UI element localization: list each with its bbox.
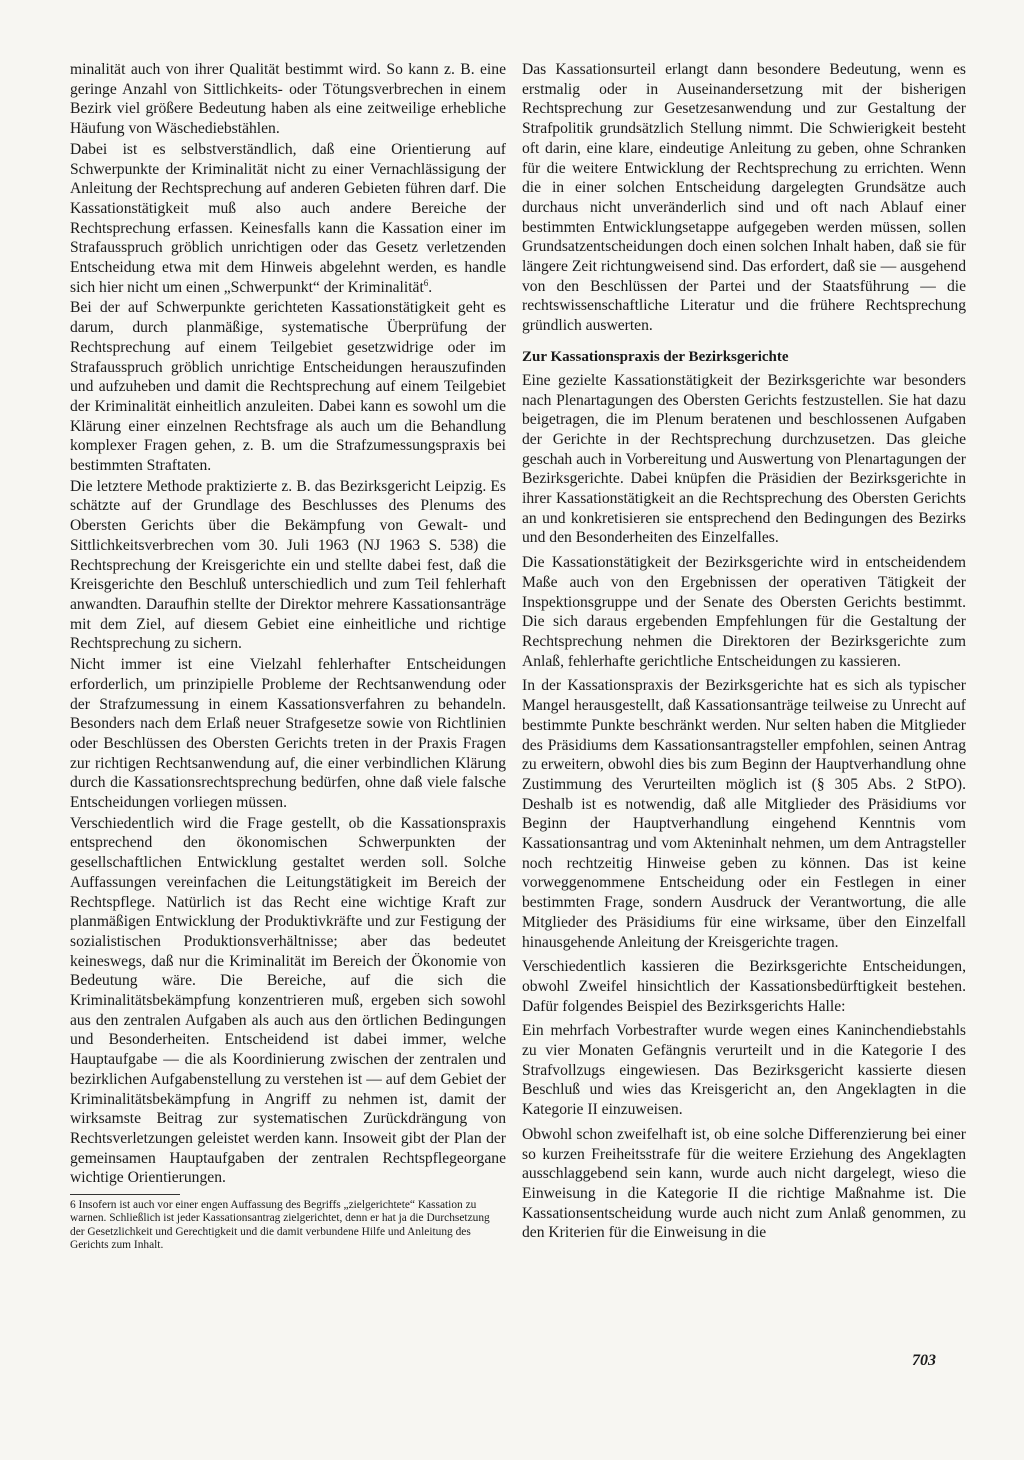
right-column (522, 60, 966, 1248)
paragraph: Bei der auf Schwerpunkte gerichteten Kassationstätigkeit geht es darum, durch planmäßige, systematische Überprüfung der Rechtsprechung auf einem Teilgebiet gesetzwidrige oder im Strafausspruch gröblich unrichtige Entscheidungen herauszufinden und aufzuheben und damit die Rechtsprechung auf einem Teilgebiet der Kriminalität einheitlich anzuleiten. Dabei kann es sowohl um die Klärung einer einzelnen Rechtsfrage als auch um die Behandlung komplexer Fragen gehen, z. B. um die Strafzumessungspraxis bei bestimmten Straftaten. (70, 299, 506, 475)
paragraph: Ein mehrfach Vorbestrafter wurde wegen eines Kaninchendiebstahls zu vier Monaten Gefängnis verurteilt und in die Kategorie I des Strafvollzugs eingewiesen. Das Bezirksgericht kassierte diesen Beschluß und wies das Kreisgericht an, den Angeklagten in die Kategorie II einzuweisen. (522, 1022, 966, 1119)
paragraph: Die Kassationstätigkeit der Bezirksgerichte wird in entscheidendem Maße auch von den Ergebnissen der operativen Tätigkeit der Inspektionsgruppe und der Senate des Obersten Gerichts bestimmt. Die sich daraus ergebenden Empfehlungen für die Gestaltung der Rechtsprechung nehmen die Direktoren der Bezirksgerichte zum Anlaß, fehlerhafte gerichtliche Entscheidungen zu kassieren. (522, 554, 966, 670)
paragraph: Obwohl schon zweifelhaft ist, ob eine solche Differenzierung bei einer so kurzen Freiheitsstrafe für die weitere Erziehung des Angeklagten ausschlaggebend sein kann, wurde auch nicht dargelegt, wieso die Einweisung in die Kategorie II die richtige Maßnahme ist. Die Kassationsentscheidung wurde auch nicht zum Anlaß genommen, zu den Kriterien für die Einweisung in die (522, 1125, 966, 1242)
paragraph: Eine gezielte Kassationstätigkeit der Bezirksgerichte war besonders nach Plenartagungen des Obersten Gerichts festzustellen. Sie hat dazu beigetragen, die im Plenum beratenen und beschlossenen Aufgaben der Gerichte in der Rechtsprechung durchzusetzen. Das gleiche geschah auch in Vorbereitung und Auswertung von Plenartagungen der Bezirksgerichte. Dabei knüpfen die Präsidien der Bezirksgerichte in ihrer Kassationstätigkeit an die Rechtsprechung des Obersten Gerichts an und konkretisieren sie entsprechend den Bedingungen des Bezirks und den Besonderheiten des Einzelfalles. (522, 371, 966, 547)
footnote-divider (70, 1194, 180, 1195)
paragraph: Das Kassationsurteil erlangt dann besondere Bedeutung, wenn es erstmalig oder in Auseinandersetzung mit der bisherigen Rechtsprechung zur Gesetzesanwendung und zur Gestaltung der Strafpolitik grundsätzlich Stellung nimmt. Die Schwierigkeit besteht oft darin, eine klare, eindeutige Anleitung zu geben, ohne Schranken für die weitere Entwicklung der Rechtsprechung zu errichten. Wenn die in einer solchen Entscheidung dargelegten Grundsätze auch durchaus nicht unveränderlich sind und oft nach Ablauf einer bestimmten Entwicklungsetappe aufgegeben werden müssen, sollen Grundsatzentscheidungen doch einen solchen Inhalt haben, daß sie für längere Zeit richtungweisend sind. Das erfordert, daß sie — ausgehend von den Beschlüssen der Partei und der Staatsführung — die rechtswissenschaftliche Literatur und die frühere Rechtsprechung gründlich auswerten. (522, 61, 966, 335)
footnote-marker: 6 (423, 277, 429, 288)
paragraph: In der Kassationspraxis der Bezirksgerichte hat es sich als typischer Mangel herausgestellt, daß Kassationsanträge teilweise zu Unrecht auf bestimmte Punkte beschränkt werden. Nur selten haben die Mitglieder des Präsidiums dem Kassationsantragsteller empfohlen, seinen Antrag zu erweitern, obwohl dies bis zum Beginn der Hauptverhandlung ohne Zustimmung des Verurteilten möglich ist (§ 305 Abs. 2 StPO). Deshalb ist es notwendig, daß alle Mitglieder des Präsidiums vor Beginn der Hauptverhandlung eingehend Kenntnis vom Kassationsantrag und vom Akteninhalt nehmen, um dem Antragsteller noch rechtzeitig Hinweise geben zu können. Das ist keine vorweggenommene Entscheidung oder ein Festlegen in einer bestimmten Frage, sondern Ausdruck der Verantwortung, die alle Mitglieder des Präsidiums für eine wirksame, über den Einzelfall hinausgehende Anleitung der Kreisgerichte tragen. (522, 677, 966, 951)
footnote: 6 Insofern ist auch vor einer engen Auffassung des Begriffs „zielgerichtete“ Kassation zu warnen. Schließlich ist jeder Kassationsantrag zielgerichtet, denn er hat ja die Durchsetzung der Gesetzlichkeit und Gerechtigkeit und die damit verbundene Hilfe und Anleitung des Gerichts zum Inhalt. (70, 1199, 490, 1252)
paragraph: Die letztere Methode praktizierte z. B. das Bezirksgericht Leipzig. Es schätzte auf der Grundlage des Beschlusses des Plenums des Obersten Gerichts über die Bekämpfung von Gewalt- und Sittlichkeitsverbrechen vom 30. Juli 1963 (NJ 1963 S. 538) die Rechtsprechung der Kreisgerichte ein und stellte dabei fest, daß die Kreisgerichte den Beschluß unterschiedlich und zum Teil fehlerhaft anwandten. Daraufhin stellte der Direktor mehrere Kassationsanträge mit dem Ziel, auf diesem Gebiet eine einheitliche und richtige Rechtsprechung zu sichern. (70, 477, 506, 653)
paragraph: Dabei ist es selbstverständlich, daß eine Orientierung auf Schwerpunkte der Kriminalität nicht zu einer Vernachlässigung der Anleitung der Rechtsprechung auf anderen Gebieten führen darf. Die Kassationstätigkeit muß also auch andere Bereiche der Rechtsprechung erfassen. Keinesfalls kann die Kassation einer im Strafausspruch gröblich unrichtigen oder das Gesetz verletzenden Entscheidung etwa mit dem Hinweis abgelehnt werden, es handle sich hier nicht um einen „Schwerpunkt“ der Kriminalität$^6$. (70, 140, 506, 296)
paragraph-text: Dabei ist es selbstverständlich, daß eine Orientierung auf Schwerpunkte der Kriminalität nicht zu einer Vernachlässigung der Anleitung der Rechtsprechung auf anderen Gebieten führen darf. Die Kassationstätigkeit muß also auch andere Bereiche der Rechtsprechung erfassen. Keinesfalls kann die Kassation einer im Strafausspruch gröblich unrichtigen oder das Gesetz verletzenden Entscheidung etwa mit dem Hinweis abgelehnt werden, es handle sich hier nicht um einen „Schwerpunkt“ der Kriminalität (70, 140, 506, 296)
paragraph: Verschiedentlich wird die Frage gestellt, ob die Kassationspraxis entsprechend den ökonomischen Schwerpunkten der gesellschaftlichen Entwicklung gestaltet werden soll. Solche Auffassungen vereinfachen die Leitungstätigkeit im Bereich der Rechtspflege. Natürlich ist das Recht eine wichtige Kraft zur planmäßigen Entwicklung der Produktivkräfte und zur Festigung der sozialistischen Produktionsverhältnisse; aber das bedeutet keineswegs, daß nur die Kriminalität im Bereich der Ökonomie von Bedeutung wäre. Die Bereiche, auf die sich die Kriminalitätsbekämpfung konzentrieren muß, ergeben sich sowohl aus den zentralen Aufgaben als auch aus den örtlichen Bedingungen und Besonderheiten. Entscheidend ist dabei immer, welche Hauptaufgabe — die als Koordinierung zwischen der zentralen und bezirklichen Aufgabenstellung zu verstehen ist — auf dem Gebiet der Kriminalitätsbekämpfung in Angriff zu nehmen ist, damit der wirksamste Beitrag zur systematischen Zurückdrängung von Rechtsverletzungen geleistet werden kann. Insoweit gibt der Plan der gemeinsamen Hauptaufgaben der zentralen Rechtspflegeorgane wichtige Orientierungen. (70, 814, 506, 1187)
section-heading: Zur Kassationspraxis der Bezirksgerichte (522, 348, 789, 365)
page-number: 703 (912, 1352, 936, 1369)
left-column (70, 60, 506, 1253)
paragraph: Nicht immer ist eine Vielzahl fehlerhafter Entscheidungen erforderlich, um prinzipielle Probleme der Rechtsanwendung oder der Strafzumessung in einem Kassationsverfahren zu behandeln. Besonders nach dem Erlaß neuer Strafgesetze sowie von Richtlinien oder Beschlüssen des Obersten Gerichts treten in der Praxis Fragen zur richtigen Rechtsanwendung auf, die einer verbindlichen Klärung durch die Kassationsrechtsprechung bedürfen, ohne daß viele falsche Entscheidungen vorliegen müssen. (70, 656, 506, 812)
paragraph: Verschiedentlich kassieren die Bezirksgerichte Entscheidungen, obwohl Zweifel hinsichtlich der Kassationsbedürftigkeit bestehen. Dafür folgendes Beispiel des Bezirksgerichts Halle: (522, 958, 966, 1015)
paragraph: minalität auch von ihrer Qualität bestimmt wird. So kann z. B. eine geringe Anzahl von Sittlichkeits- oder Tötungsverbrechen in einem Bezirk viel größere Bedeutung haben als eine zeitweilige erhebliche Häufung von Wäschediebstählen. (70, 61, 506, 138)
